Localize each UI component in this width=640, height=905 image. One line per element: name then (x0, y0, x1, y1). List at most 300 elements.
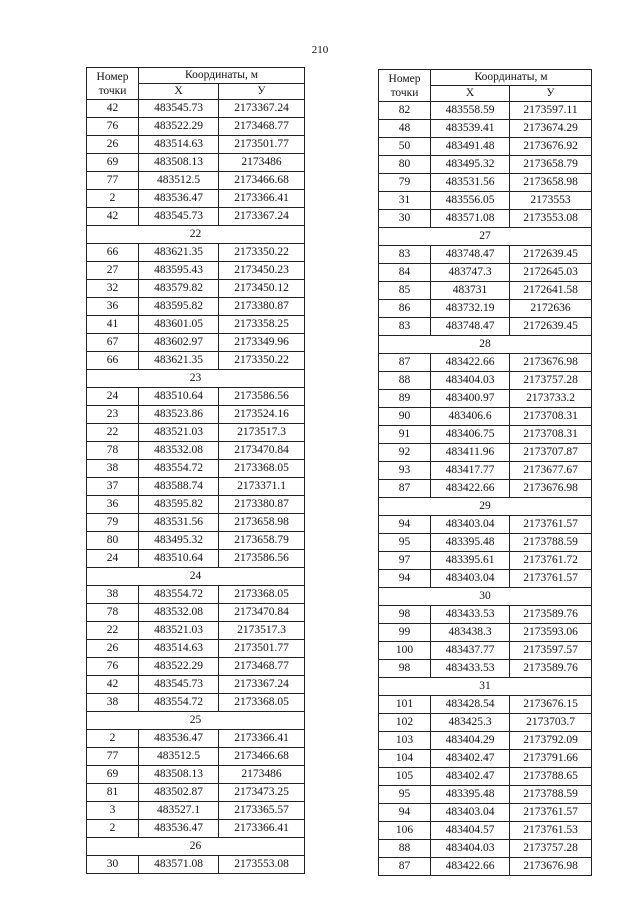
y-coordinate-cell: 2173586.56 (219, 550, 305, 568)
table-row (87, 748, 305, 766)
point-number-cell: 69 (87, 766, 139, 784)
group-header-row (87, 712, 305, 730)
y-coordinate-cell: 2173366.41 (219, 820, 305, 838)
y-coordinate-cell: 2173501.77 (219, 136, 305, 154)
table-row (87, 424, 305, 442)
x-coordinate-cell: 483532.08 (139, 604, 219, 622)
point-number-cell: 88 (379, 840, 431, 858)
table-row (379, 282, 592, 300)
coordinates-table-left (86, 67, 305, 874)
x-coordinate-cell: 483523.86 (139, 406, 219, 424)
point-number-cell: 91 (379, 426, 431, 444)
point-number-cell: 37 (87, 478, 139, 496)
table-row (379, 264, 592, 282)
table-row (379, 210, 592, 228)
y-coordinate-cell: 2173553 (510, 192, 592, 210)
y-coordinate-cell: 2173517.3 (219, 424, 305, 442)
x-coordinate-cell: 483731 (431, 282, 510, 300)
table-row (379, 660, 592, 678)
y-coordinate-cell: 2173589.76 (510, 606, 592, 624)
point-number-cell: 98 (379, 660, 431, 678)
x-coordinate-cell: 483433.53 (431, 660, 510, 678)
point-number-cell: 95 (379, 534, 431, 552)
group-header-row (379, 588, 592, 606)
x-coordinate-cell: 483395.61 (431, 552, 510, 570)
point-number-cell: 87 (379, 354, 431, 372)
x-coordinate-cell: 483403.04 (431, 516, 510, 534)
table-row (379, 606, 592, 624)
table-row (87, 190, 305, 208)
point-number-cell: 23 (87, 406, 139, 424)
x-coordinate-cell: 483433.53 (431, 606, 510, 624)
point-number-header-line1: Номер (388, 72, 421, 85)
y-coordinate-cell: 2173501.77 (219, 640, 305, 658)
y-coordinate-cell: 2173365.57 (219, 802, 305, 820)
x-coordinate-cell: 483579.82 (139, 280, 219, 298)
point-number-cell: 22 (87, 424, 139, 442)
x-coordinate-cell: 483411.96 (431, 444, 510, 462)
point-number-cell: 66 (87, 352, 139, 370)
point-number-cell: 81 (87, 784, 139, 802)
table-row (379, 786, 592, 804)
x-coordinate-cell: 483403.04 (431, 804, 510, 822)
table-row (87, 478, 305, 496)
point-number-cell: 104 (379, 750, 431, 768)
table-row (379, 444, 592, 462)
point-number-cell: 76 (87, 658, 139, 676)
y-coordinate-cell: 2173450.23 (219, 262, 305, 280)
table-row (379, 120, 592, 138)
group-header-row (87, 370, 305, 388)
y-coordinate-cell: 2172639.45 (510, 318, 592, 336)
y-coordinate-cell: 2173597.57 (510, 642, 592, 660)
x-coordinate-cell: 483403.04 (431, 570, 510, 588)
y-coordinate-cell: 2173788.59 (510, 534, 592, 552)
point-number-cell: 94 (379, 570, 431, 588)
y-coordinate-cell: 2173677.67 (510, 462, 592, 480)
point-number-cell: 67 (87, 334, 139, 352)
x-coordinate-cell: 483422.66 (431, 354, 510, 372)
x-coordinate-cell: 483522.29 (139, 118, 219, 136)
group-label: 31 (379, 678, 592, 696)
x-coordinate-cell: 483558.59 (431, 102, 510, 120)
table-row (87, 118, 305, 136)
table-row (379, 480, 592, 498)
y-coordinate-cell: 2173788.65 (510, 768, 592, 786)
table-row (87, 766, 305, 784)
y-coordinate-cell: 2173788.59 (510, 786, 592, 804)
x-coordinate-cell: 483747.3 (431, 264, 510, 282)
table-row (379, 390, 592, 408)
table-row (87, 298, 305, 316)
y-coordinate-cell: 2173593.06 (510, 624, 592, 642)
point-number-cell: 30 (87, 856, 139, 874)
table-row (87, 100, 305, 118)
table-row (87, 406, 305, 424)
table-row (379, 714, 592, 732)
y-coordinate-cell: 2173368.05 (219, 586, 305, 604)
x-coordinate-cell: 483404.57 (431, 822, 510, 840)
x-coordinate-cell: 483556.05 (431, 192, 510, 210)
group-label: 30 (379, 588, 592, 606)
x-coordinate-cell: 483536.47 (139, 190, 219, 208)
y-coordinate-cell: 2173367.24 (219, 676, 305, 694)
y-coordinate-cell: 2173366.41 (219, 190, 305, 208)
point-number-cell: 26 (87, 640, 139, 658)
point-number-cell: 80 (87, 532, 139, 550)
point-number-cell: 86 (379, 300, 431, 318)
y-coordinate-cell: 2173366.41 (219, 730, 305, 748)
y-coordinate-cell: 2173466.68 (219, 748, 305, 766)
y-coordinate-cell: 2173761.53 (510, 822, 592, 840)
point-number-cell: 76 (87, 118, 139, 136)
group-label: 22 (87, 226, 305, 244)
y-coordinate-cell: 2173553.08 (510, 210, 592, 228)
point-number-cell: 89 (379, 390, 431, 408)
point-number-cell: 22 (87, 622, 139, 640)
point-number-cell: 93 (379, 462, 431, 480)
y-coordinate-cell: 2173757.28 (510, 372, 592, 390)
point-number-cell: 105 (379, 768, 431, 786)
y-coordinate-cell: 2173380.87 (219, 496, 305, 514)
table-row (87, 586, 305, 604)
table-row (87, 442, 305, 460)
x-coordinate-cell: 483510.64 (139, 388, 219, 406)
y-coordinate-cell: 2173450.12 (219, 280, 305, 298)
y-coordinate-cell: 2172636 (510, 300, 592, 318)
group-header-row (379, 228, 592, 246)
x-coordinate-cell: 483621.35 (139, 244, 219, 262)
group-label: 28 (379, 336, 592, 354)
point-number-cell: 66 (87, 244, 139, 262)
x-coordinate-cell: 483438.3 (431, 624, 510, 642)
table-row (379, 300, 592, 318)
y-coordinate-cell: 2173466.68 (219, 172, 305, 190)
x-coordinate-cell: 483417.77 (431, 462, 510, 480)
point-number-cell: 87 (379, 858, 431, 876)
table-row (87, 496, 305, 514)
x-coordinate-cell: 483495.32 (139, 532, 219, 550)
x-coordinate-cell: 483601.05 (139, 316, 219, 334)
point-number-cell: 3 (87, 802, 139, 820)
point-number-cell: 42 (87, 100, 139, 118)
table-row (87, 784, 305, 802)
point-number-cell: 101 (379, 696, 431, 714)
y-coordinate-cell: 2173707.87 (510, 444, 592, 462)
point-number-cell: 83 (379, 246, 431, 264)
y-coordinate-cell: 2173658.98 (510, 174, 592, 192)
x-coordinate-cell: 483539.41 (431, 120, 510, 138)
point-number-cell: 26 (87, 136, 139, 154)
x-coordinate-cell: 483491.48 (431, 138, 510, 156)
y-coordinate-cell: 2172645.03 (510, 264, 592, 282)
point-number-cell: 88 (379, 372, 431, 390)
point-number-cell: 85 (379, 282, 431, 300)
y-coordinate-cell: 2173524.16 (219, 406, 305, 424)
y-coordinate-cell: 2173368.05 (219, 694, 305, 712)
point-number-cell: 79 (87, 514, 139, 532)
y-coordinate-cell: 2173791.66 (510, 750, 592, 768)
y-coordinate-cell: 2173761.72 (510, 552, 592, 570)
point-number-cell: 95 (379, 786, 431, 804)
group-header-row (379, 336, 592, 354)
y-coordinate-cell: 2173676.92 (510, 138, 592, 156)
x-coordinate-cell: 483508.13 (139, 154, 219, 172)
table-row (87, 694, 305, 712)
y-coordinate-cell: 2173468.77 (219, 658, 305, 676)
x-coordinate-cell: 483425.3 (431, 714, 510, 732)
point-number-cell: 98 (379, 606, 431, 624)
table-row (87, 262, 305, 280)
y-coordinate-cell: 2173676.98 (510, 480, 592, 498)
table-row (379, 246, 592, 264)
point-number-cell: 36 (87, 298, 139, 316)
table-row (87, 856, 305, 874)
y-coordinate-cell: 2173517.3 (219, 622, 305, 640)
y-coordinate-cell: 2173486 (219, 154, 305, 172)
point-number-cell: 94 (379, 516, 431, 534)
x-coordinate-cell: 483422.66 (431, 858, 510, 876)
table-row (87, 640, 305, 658)
page-number: 210 (311, 44, 329, 56)
table-row (379, 642, 592, 660)
table-row (87, 460, 305, 478)
x-coordinate-cell: 483531.56 (139, 514, 219, 532)
table-row (87, 820, 305, 838)
x-coordinate-cell: 483422.66 (431, 480, 510, 498)
y-coordinate-cell: 2173761.57 (510, 516, 592, 534)
table-row (87, 154, 305, 172)
y-coordinate-cell: 2173468.77 (219, 118, 305, 136)
y-coordinate-cell: 2173708.31 (510, 408, 592, 426)
point-number-cell: 24 (87, 550, 139, 568)
point-number-cell: 48 (379, 120, 431, 138)
point-number-cell: 82 (379, 102, 431, 120)
point-number-cell: 32 (87, 280, 139, 298)
x-coordinate-cell: 483621.35 (139, 352, 219, 370)
y-coordinate-cell: 2173371.1 (219, 478, 305, 496)
group-label: 25 (87, 712, 305, 730)
x-coordinate-cell: 483545.73 (139, 100, 219, 118)
point-number-cell: 24 (87, 388, 139, 406)
point-number-cell: 90 (379, 408, 431, 426)
x-coordinate-cell: 483502.87 (139, 784, 219, 802)
point-number-cell: 97 (379, 552, 431, 570)
y-coordinate-cell: 2173380.87 (219, 298, 305, 316)
x-coordinate-cell: 483536.47 (139, 730, 219, 748)
y-coordinate-cell: 2173358.25 (219, 316, 305, 334)
point-number-cell: 38 (87, 586, 139, 604)
x-coordinate-cell: 483514.63 (139, 136, 219, 154)
table-row (87, 676, 305, 694)
point-number-header-line2: точки (98, 84, 127, 97)
x-coordinate-cell: 483595.82 (139, 298, 219, 316)
x-coordinate-cell: 483595.82 (139, 496, 219, 514)
table-row (87, 352, 305, 370)
y-coordinate-cell: 2173674.29 (510, 120, 592, 138)
x-coordinate-cell: 483602.97 (139, 334, 219, 352)
x-coordinate-cell: 483545.73 (139, 676, 219, 694)
table-row (379, 858, 592, 876)
table-row (87, 316, 305, 334)
table-row (87, 550, 305, 568)
point-number-cell: 94 (379, 804, 431, 822)
y-coordinate-cell: 2173597.11 (510, 102, 592, 120)
group-label: 26 (87, 838, 305, 856)
table-row (87, 388, 305, 406)
y-coordinate-cell: 2173470.84 (219, 442, 305, 460)
y-coordinate-cell: 2173350.22 (219, 352, 305, 370)
x-coordinate-cell: 483400.97 (431, 390, 510, 408)
point-number-cell: 42 (87, 676, 139, 694)
table-row (379, 768, 592, 786)
point-number-cell: 27 (87, 262, 139, 280)
point-number-cell: 2 (87, 730, 139, 748)
point-number-cell: 87 (379, 480, 431, 498)
y-coordinate-cell: 2173589.76 (510, 660, 592, 678)
table-row (379, 354, 592, 372)
y-coordinate-cell: 2173553.08 (219, 856, 305, 874)
table-row (87, 208, 305, 226)
x-coordinate-cell: 483748.47 (431, 318, 510, 336)
y-coordinate-cell: 2173658.98 (219, 514, 305, 532)
point-number-header (87, 68, 139, 100)
x-coordinate-cell: 483514.63 (139, 640, 219, 658)
x-coordinate-cell: 483536.47 (139, 820, 219, 838)
point-number-cell: 2 (87, 820, 139, 838)
point-number-cell: 83 (379, 318, 431, 336)
y-coordinate-cell: 2173658.79 (219, 532, 305, 550)
y-coordinate-cell: 2173708.31 (510, 426, 592, 444)
y-coordinate-cell: 2173676.98 (510, 858, 592, 876)
point-number-cell: 92 (379, 444, 431, 462)
group-header-row (87, 568, 305, 586)
point-number-cell: 103 (379, 732, 431, 750)
table-row (379, 534, 592, 552)
point-number-cell: 84 (379, 264, 431, 282)
x-coordinate-cell: 483395.48 (431, 786, 510, 804)
x-coordinate-cell: 483508.13 (139, 766, 219, 784)
group-label: 24 (87, 568, 305, 586)
table-row (379, 318, 592, 336)
point-number-header-line1: Номер (96, 70, 129, 83)
y-coordinate-cell: 2173367.24 (219, 208, 305, 226)
y-coordinate-cell: 2173676.15 (510, 696, 592, 714)
x-coordinate-cell: 483554.72 (139, 460, 219, 478)
table-row (379, 552, 592, 570)
x-coordinate-cell: 483527.1 (139, 802, 219, 820)
table-row (379, 192, 592, 210)
y-header: У (219, 84, 305, 100)
table-row (87, 802, 305, 820)
point-number-cell: 78 (87, 442, 139, 460)
point-number-cell: 80 (379, 156, 431, 174)
x-coordinate-cell: 483522.29 (139, 658, 219, 676)
table-row (87, 730, 305, 748)
table-row (379, 426, 592, 444)
point-number-cell: 50 (379, 138, 431, 156)
point-number-cell: 41 (87, 316, 139, 334)
point-number-cell: 99 (379, 624, 431, 642)
point-number-cell: 38 (87, 460, 139, 478)
x-coordinate-cell: 483510.64 (139, 550, 219, 568)
point-number-cell: 100 (379, 642, 431, 660)
y-coordinate-cell: 2173368.05 (219, 460, 305, 478)
point-number-header (379, 70, 431, 102)
y-coordinate-cell: 2173586.56 (219, 388, 305, 406)
x-header: X (431, 86, 510, 102)
x-coordinate-cell: 483748.47 (431, 246, 510, 264)
y-coordinate-cell: 2173367.24 (219, 100, 305, 118)
x-coordinate-cell: 483406.75 (431, 426, 510, 444)
point-number-cell: 106 (379, 822, 431, 840)
table-row (379, 732, 592, 750)
x-coordinate-cell: 483437.77 (431, 642, 510, 660)
x-coordinate-cell: 483588.74 (139, 478, 219, 496)
y-coordinate-cell: 2173703.7 (510, 714, 592, 732)
x-coordinate-cell: 483595.43 (139, 262, 219, 280)
group-header-row (87, 838, 305, 856)
table-row (87, 514, 305, 532)
point-number-cell: 30 (379, 210, 431, 228)
y-coordinate-cell: 2173676.98 (510, 354, 592, 372)
group-header-row (379, 498, 592, 516)
point-number-cell: 38 (87, 694, 139, 712)
table-row (379, 138, 592, 156)
group-header-row (379, 678, 592, 696)
table-row (379, 408, 592, 426)
x-coordinate-cell: 483495.32 (431, 156, 510, 174)
x-coordinate-cell: 483531.56 (431, 174, 510, 192)
y-coordinate-cell: 2173733.2 (510, 390, 592, 408)
x-header: X (139, 84, 219, 100)
point-number-cell: 79 (379, 174, 431, 192)
point-number-cell: 102 (379, 714, 431, 732)
table-row (87, 280, 305, 298)
x-coordinate-cell: 483521.03 (139, 622, 219, 640)
point-number-cell: 36 (87, 496, 139, 514)
table-row (379, 822, 592, 840)
x-coordinate-cell: 483554.72 (139, 694, 219, 712)
point-number-cell: 78 (87, 604, 139, 622)
group-label: 23 (87, 370, 305, 388)
y-coordinate-cell: 2173658.79 (510, 156, 592, 174)
point-number-cell: 77 (87, 172, 139, 190)
coordinates-header: Координаты, м (139, 68, 305, 84)
table-row (87, 136, 305, 154)
x-coordinate-cell: 483404.03 (431, 840, 510, 858)
table-row (379, 156, 592, 174)
table-row (87, 172, 305, 190)
x-coordinate-cell: 483571.08 (431, 210, 510, 228)
point-number-cell: 42 (87, 208, 139, 226)
table-row (87, 622, 305, 640)
y-coordinate-cell: 2173486 (219, 766, 305, 784)
point-number-cell: 69 (87, 154, 139, 172)
table-row (379, 624, 592, 642)
x-coordinate-cell: 483404.03 (431, 372, 510, 390)
table-row (379, 174, 592, 192)
x-coordinate-cell: 483406.6 (431, 408, 510, 426)
y-coordinate-cell: 2173473.25 (219, 784, 305, 802)
x-coordinate-cell: 483521.03 (139, 424, 219, 442)
x-coordinate-cell: 483512.5 (139, 748, 219, 766)
x-coordinate-cell: 483395.48 (431, 534, 510, 552)
table-row (87, 244, 305, 262)
table-row (379, 372, 592, 390)
coordinates-table-right (378, 69, 592, 876)
group-header-row (87, 226, 305, 244)
